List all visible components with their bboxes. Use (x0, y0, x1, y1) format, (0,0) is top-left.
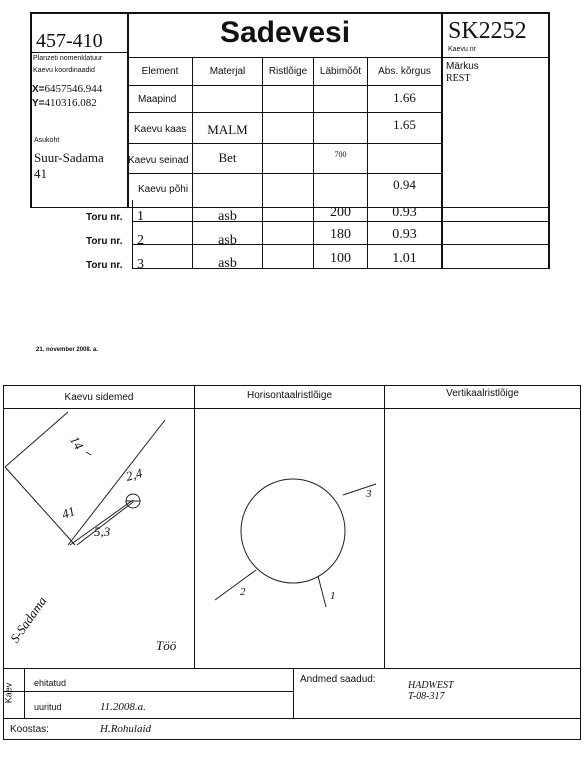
well-caption: Kaevu nr (448, 46, 477, 53)
coord-x-label: X= (32, 84, 45, 95)
inspected-value: 11.2008.a. (100, 701, 146, 713)
panel-title-vertical: Vertikaalristlõige (446, 388, 519, 399)
col-abs-height: Abs. kõrgus (378, 66, 431, 77)
row-element: Kaevu kaas (134, 124, 187, 135)
row-element: Maapind (138, 94, 177, 105)
coords-label: Kaevu koordinaadid (33, 67, 95, 74)
well-id: SK2252 (448, 18, 527, 44)
data-from-line1: HADWEST (408, 680, 454, 691)
panel-title-connections: Kaevu sidemed (64, 392, 134, 403)
data-from-line2: T-08-317 (408, 691, 445, 702)
pipe-diameter: 200 (330, 205, 351, 220)
coord-y-value: 410316.082 (44, 97, 97, 109)
panel-title-horizontal: Horisontaalristlõige (246, 390, 333, 401)
data-from-label: Andmed saadud: (300, 674, 376, 685)
date-note: 21. november 2008. a. (36, 347, 99, 353)
location-line1: Suur-Sadama (34, 150, 104, 165)
pipe-label: Toru nr. (86, 260, 123, 271)
location-label: Asukoht (34, 137, 60, 144)
sketch-label: 2 (240, 586, 246, 598)
coord-x-value: 6457546.944 (44, 83, 103, 95)
pipe-line-1 (318, 576, 326, 607)
sheet-number: 457-410 (36, 30, 103, 52)
row-material: MALM (207, 122, 248, 137)
remark-value: REST (446, 73, 471, 84)
inspected-label: uuritud (34, 702, 62, 712)
row-abs-height: 1.66 (393, 90, 416, 105)
col-element: Element (141, 66, 179, 77)
pipe-material: asb (218, 256, 237, 271)
pipe-nr: 1 (137, 209, 144, 224)
pipe-nr: 3 (137, 257, 144, 272)
pipe-abs-height: 0.93 (392, 227, 417, 242)
pipe-diameter: 100 (330, 251, 351, 266)
col-material: Materjal (209, 66, 246, 77)
page-title: Sadevesi (219, 16, 351, 49)
sheet-caption: Planzeti nomenklatuur (33, 55, 103, 62)
built-label: ehitatud (34, 678, 67, 688)
pipe-abs-height: 1.01 (392, 251, 417, 266)
row-abs-height: 1.65 (393, 117, 416, 132)
pipe-nr: 2 (137, 233, 144, 248)
pipe-line-2 (215, 570, 256, 600)
col-diameter: Läbimõõt (319, 66, 362, 77)
kaev-label: Kaev (3, 682, 14, 704)
pipe-label: Toru nr. (86, 236, 123, 247)
sketch-label: 14 (67, 433, 87, 453)
location-line2: 41 (34, 166, 47, 181)
row-element: Kaevu põhi (138, 184, 189, 195)
sketch-label: 41 (59, 503, 78, 522)
pipe-material: asb (218, 233, 237, 248)
col-cross: Ristlõige (268, 66, 308, 77)
row-material: Bet (218, 150, 237, 165)
sketch-label: 1 (330, 590, 336, 602)
row-element: Kaevu seinad (128, 155, 189, 166)
sketch-label: 5,3 (94, 524, 111, 539)
compiled-value: H.Rohulaid (100, 723, 152, 735)
row-abs-height: 0.94 (393, 177, 416, 192)
well-circle (241, 479, 345, 583)
pipe-diameter: 180 (330, 227, 351, 242)
sketch-label: 2,4 (124, 465, 144, 484)
compiled-label: Koostas: (10, 724, 49, 735)
coord-y-label: Y= (32, 98, 45, 109)
sketch-label: Töö (156, 638, 177, 653)
sketch-label: 3 (366, 488, 372, 500)
col-remark: Märkus (446, 61, 479, 72)
pipe-material: asb (218, 209, 237, 224)
pipe-label: Toru nr. (86, 212, 123, 223)
pipe-abs-height: 0.93 (392, 205, 417, 220)
sketch-label: S-Sadama (6, 593, 50, 646)
row-diameter: 700 (334, 150, 347, 159)
